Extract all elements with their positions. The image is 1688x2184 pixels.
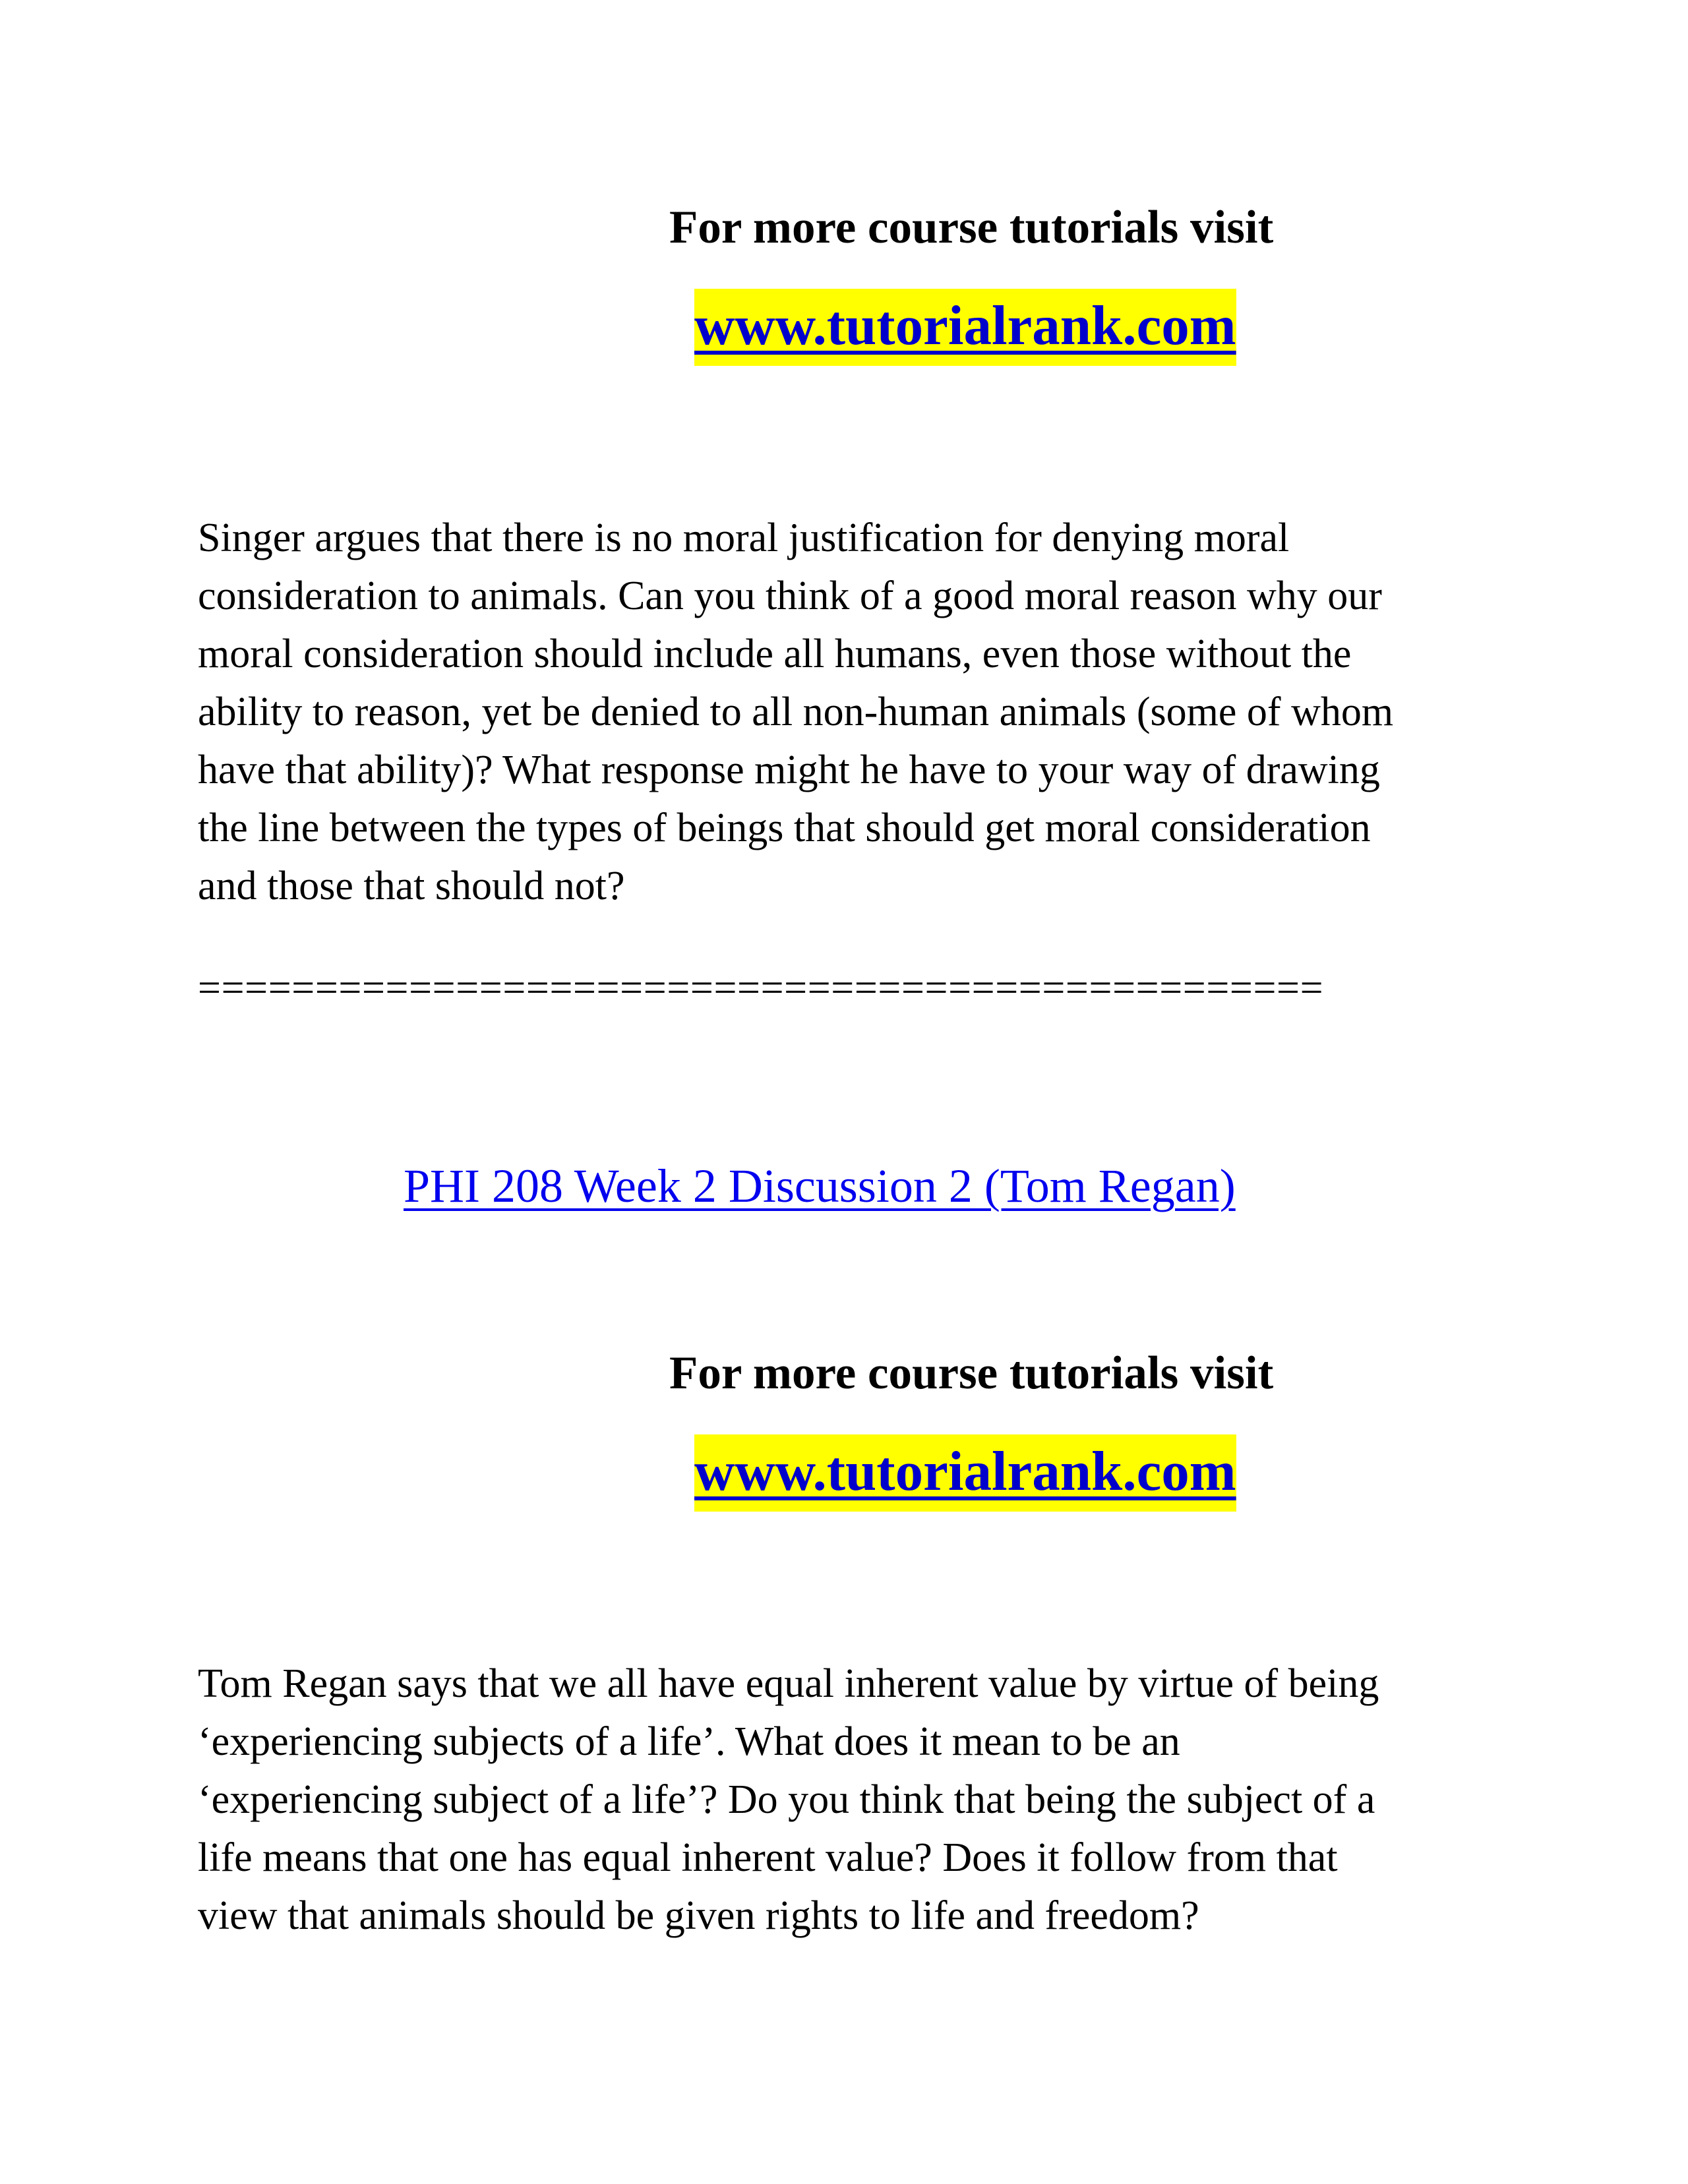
question-1-line: Singer argues that there is no moral justification for denying moral: [198, 516, 1290, 560]
question-2-line: ‘experiencing subjects of a life’. What does it mean to be an: [198, 1719, 1180, 1764]
promo-heading-top: For more course tutorials visit: [669, 202, 1274, 253]
question-2-line: life means that one has equal inherent value? Does it follow from that: [198, 1835, 1338, 1880]
question-2-line: ‘experiencing subject of a life’? Do you think that being the subject of a: [198, 1777, 1375, 1822]
separator-line: ================================================: [198, 966, 1324, 1011]
question-2-text: [198, 1655, 1688, 1945]
question-1-text: [198, 509, 1688, 915]
question-1-line: the line between the types of beings that should get moral consideration: [198, 806, 1371, 850]
tutorialrank-link-top[interactable]: www.tutorialrank.com: [694, 289, 1236, 366]
question-2-line: Tom Regan says that we all have equal inherent value by virtue of being: [198, 1661, 1379, 1706]
question-2-line: view that animals should be given rights to life and freedom?: [198, 1893, 1199, 1938]
tutorialrank-link-bottom[interactable]: www.tutorialrank.com: [694, 1434, 1236, 1512]
question-1-line: have that ability)? What response might he have to your way of drawing: [198, 748, 1380, 792]
question-1-line: moral consideration should include all humans, even those without the: [198, 632, 1352, 676]
question-1-line: ability to reason, yet be denied to all non-human animals (some of whom: [198, 690, 1394, 734]
section-link-phi208[interactable]: PHI 208 Week 2 Discussion 2 (Tom Regan): [404, 1160, 1236, 1212]
question-1-line: consideration to animals. Can you think of a good moral reason why our: [198, 574, 1382, 618]
question-1-line: and those that should not?: [198, 864, 625, 908]
promo-heading-bottom: For more course tutorials visit: [669, 1347, 1274, 1399]
